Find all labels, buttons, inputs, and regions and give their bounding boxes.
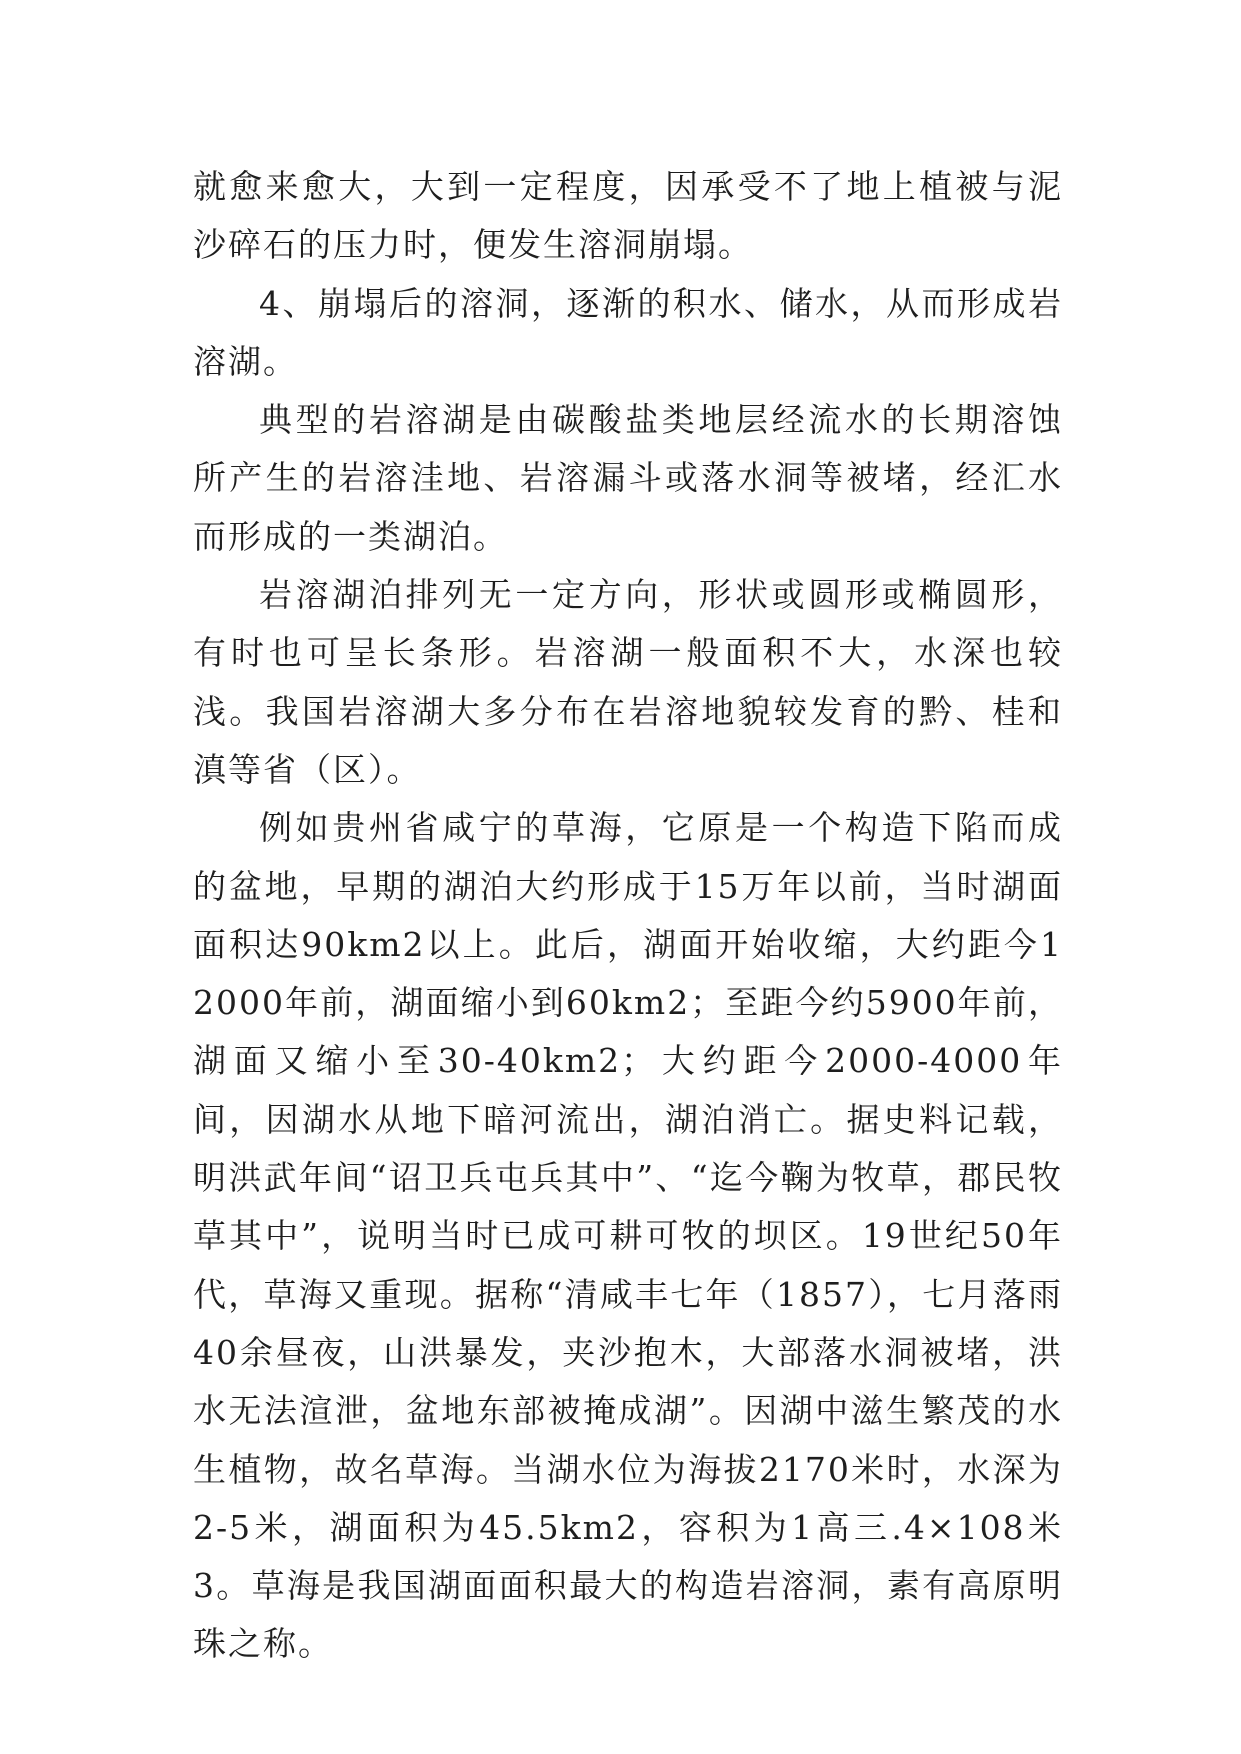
body-text bbox=[193, 158, 1063, 1674]
paragraph-karst-lake-distribution: 岩溶湖泊排列无一定方向，形状或圆形或椭圆形，有时也可呈长条形。岩溶湖一般面积不大，水深也较浅。我国岩溶湖大多分布在岩溶地貌较发育的黔、桂和滇等省（区）。 bbox=[193, 575, 1063, 789]
paragraph-caohai-example: 例如贵州省咸宁的草海，它原是一个构造下陷而成的盆地，早期的湖泊大约形成于15万年以前，当时湖面面积达90km2以上。此后，湖面开始收缩，大约距今12000年前，湖面缩小到60km2；至距今约5900年前，湖面又缩小至30-40km2；大约距今2000-4000年间，因湖水从地下暗河流出，湖泊消亡。据史料记载，明洪武年间“诏卫兵屯兵其中”、“迄今鞠为牧草，郡民牧草其中”，说明当时已成可耕可牧的坝区。19世纪50年代，草海又重现。据称“清咸丰七年（1857），七月落雨40余昼夜，山洪暴发，夹沙抱木，大部落水洞被堵，洪水无法渲泄，盆地东部被掩成湖”。因湖中滋生繁茂的水生植物，故名草海。当湖水位为海拔2170米时，水深为2-5米，湖面积为45.5km2，容积为1高三.4×108米3。草海是我国湖面面积最大的构造岩溶洞，素有高原明珠之称。 bbox=[193, 808, 1063, 1664]
paragraph-collapse-step: 4、崩塌后的溶洞，逐渐的积水、储水，从而形成岩溶湖。 bbox=[193, 283, 1063, 381]
paragraph-karst-lake-definition: 典型的岩溶湖是由碳酸盐类地层经流水的长期溶蚀所产生的岩溶洼地、岩溶漏斗或落水洞等被堵，经汇水而形成的一类湖泊。 bbox=[193, 400, 1063, 556]
paragraph-continued: 就愈来愈大，大到一定程度，因承受不了地上植被与泥沙碎石的压力时，便发生溶洞崩塌。 bbox=[193, 167, 1063, 265]
